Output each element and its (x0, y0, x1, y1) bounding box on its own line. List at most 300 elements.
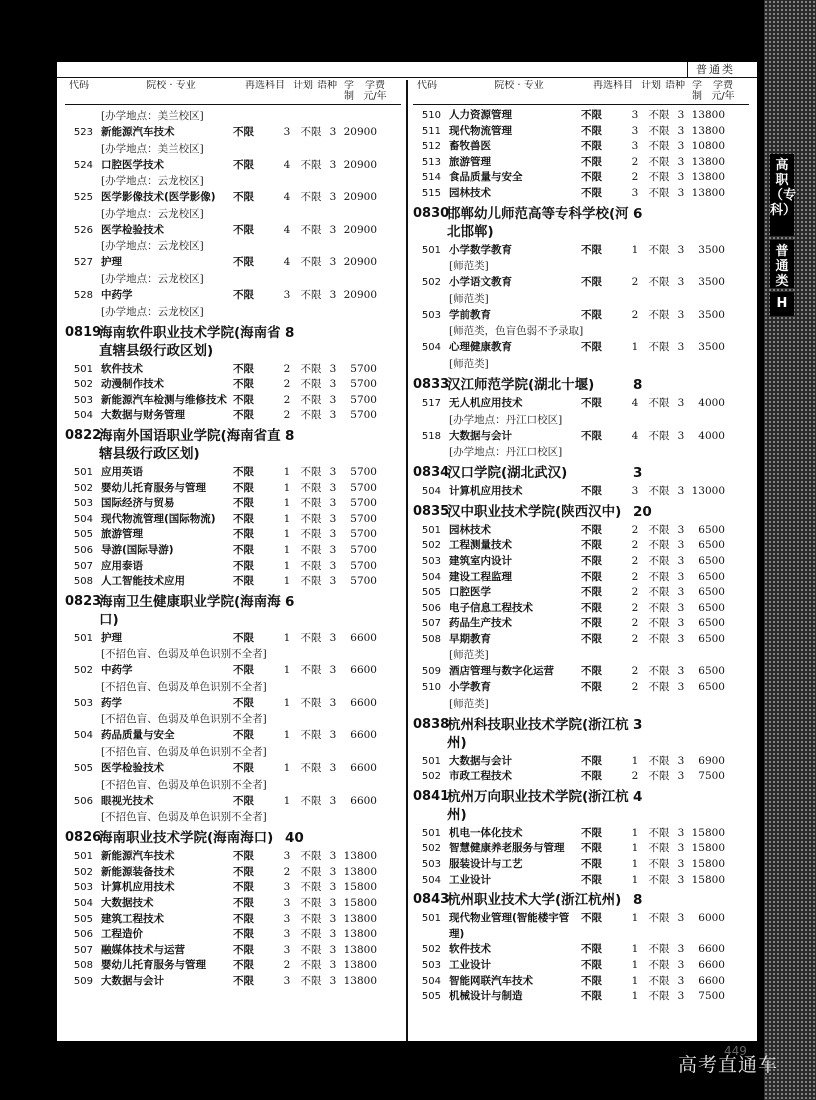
language-requirement: 不限 (648, 429, 670, 442)
subject-requirement: 不限 (233, 881, 254, 894)
subject-requirement: 不限 (233, 126, 254, 138)
plan-count: 1 (631, 990, 639, 1003)
major-code: 502 (421, 843, 441, 855)
tuition-fee: 10800 (691, 140, 725, 153)
major-code: 501 (421, 913, 441, 925)
subject-requirement: 不限 (581, 601, 602, 614)
duration-years: 3 (677, 140, 685, 153)
subject-requirement: 不限 (581, 754, 602, 767)
major-code: 506 (73, 795, 93, 807)
major-code: 501 (73, 632, 93, 644)
subject-requirement: 不限 (581, 171, 602, 184)
language-requirement: 不限 (300, 158, 322, 171)
language-requirement: 不限 (648, 873, 670, 886)
subject-requirement: 不限 (581, 276, 602, 289)
tuition-fee: 13800 (343, 928, 377, 941)
subject-requirement: 不限 (581, 523, 602, 536)
school-heading (65, 593, 401, 629)
major-code: 503 (421, 555, 441, 567)
plan-count: 2 (631, 632, 639, 645)
tuition-fee: 6600 (350, 762, 377, 775)
tuition-fee: 13800 (343, 865, 377, 878)
major-code: 504 (421, 975, 441, 987)
school-plan-total: 40 (285, 830, 304, 847)
language-requirement: 不限 (300, 631, 322, 644)
language-requirement: 不限 (300, 794, 322, 807)
language-requirement: 不限 (300, 664, 322, 677)
major-name: 现代物业管理(智能楼宇管理) (449, 912, 570, 940)
plan-count: 4 (631, 396, 639, 409)
plan-count: 2 (631, 276, 639, 289)
duration-years: 3 (329, 481, 337, 494)
tuition-fee: 6600 (698, 959, 725, 971)
major-note: [不招色盲、色弱及单色识别不全者] (101, 746, 267, 759)
table-row (65, 631, 401, 647)
duration-years: 3 (329, 631, 337, 644)
language-requirement: 不限 (648, 842, 670, 855)
plan-count: 1 (283, 543, 291, 556)
major-name: 机电一体化技术 (449, 826, 523, 839)
sidebar-tab-vocational: 高职（专科） (770, 154, 794, 236)
table-row (413, 308, 749, 324)
tuition-fee: 4000 (698, 429, 725, 442)
plan-count: 2 (283, 865, 291, 878)
major-code: 515 (421, 187, 441, 199)
subject-requirement: 不限 (233, 288, 254, 301)
duration-years: 3 (329, 512, 337, 525)
major-name: 现代物流管理(国际物流) (101, 512, 216, 525)
school-plan-total: 4 (633, 788, 643, 805)
language-requirement: 不限 (648, 155, 670, 168)
tuition-fee: 5700 (350, 543, 377, 556)
duration-years: 3 (677, 124, 685, 137)
major-code: 512 (421, 141, 441, 153)
major-name: 中药学 (101, 664, 133, 677)
major-code: 506 (73, 544, 93, 556)
table-row (65, 794, 401, 810)
school-name: 汉口学院(湖北武汉) (447, 465, 568, 482)
table-row (65, 865, 401, 881)
header-duration: 学 制 (344, 80, 354, 102)
header-school-major: 院校 · 专业 (146, 80, 196, 91)
duration-years: 3 (329, 191, 337, 204)
duration-years: 3 (677, 341, 685, 354)
table-row (413, 754, 749, 770)
table-row (413, 911, 749, 942)
subject-requirement: 不限 (233, 696, 254, 709)
major-name: 护理 (101, 631, 122, 644)
tuition-fee: 6500 (698, 570, 725, 583)
plan-count: 3 (631, 109, 639, 121)
tuition-fee: 5700 (350, 378, 377, 391)
duration-years: 3 (677, 617, 685, 630)
plan-count: 1 (283, 528, 291, 541)
table-row (65, 190, 401, 206)
duration-years: 3 (677, 570, 685, 583)
table-row (413, 826, 749, 842)
major-code: 501 (73, 851, 93, 863)
tuition-fee: 6500 (698, 681, 725, 694)
major-note: [师范类，色盲色弱不予录取] (449, 325, 584, 338)
major-name: 新能源装备技术 (101, 865, 175, 878)
tuition-fee: 5700 (350, 409, 377, 422)
plan-count: 3 (283, 975, 291, 987)
major-note: [办学地点：云龙校区] (101, 272, 204, 285)
school-code: 0843 (413, 892, 450, 908)
plan-count: 2 (631, 155, 639, 168)
school-code: 0823 (65, 593, 102, 609)
table-row (65, 927, 401, 943)
major-name: 医学检验技术 (101, 223, 164, 236)
plan-count: 2 (283, 959, 291, 972)
major-note: [办学地点：美兰校区] (101, 142, 204, 155)
subject-requirement: 不限 (581, 243, 602, 256)
major-name: 应用英语 (101, 465, 143, 478)
subject-requirement: 不限 (233, 378, 254, 391)
table-row (413, 170, 749, 186)
plan-count: 4 (631, 429, 639, 442)
plan-count: 2 (631, 586, 639, 599)
subject-requirement: 不限 (581, 974, 602, 987)
table-row (413, 857, 749, 873)
table-row (413, 632, 749, 648)
subject-requirement: 不限 (581, 341, 602, 354)
plan-count: 1 (283, 794, 291, 807)
plan-count: 1 (283, 559, 291, 572)
plan-count: 3 (283, 126, 291, 138)
major-name: 软件技术 (101, 362, 143, 375)
section-sidebar (764, 0, 816, 1100)
subject-requirement: 不限 (233, 223, 254, 236)
language-requirement: 不限 (300, 850, 322, 863)
table-row (65, 849, 401, 865)
major-name: 大数据与会计 (101, 975, 164, 987)
header-school-major: 院校 · 专业 (494, 80, 544, 91)
major-name: 机械设计与制造 (449, 990, 523, 1003)
duration-years: 3 (677, 770, 685, 783)
tuition-fee: 15800 (343, 897, 377, 910)
duration-years: 3 (329, 850, 337, 863)
school-heading (65, 324, 401, 360)
table-row (65, 496, 401, 512)
tuition-fee: 6600 (350, 729, 377, 742)
school-heading (413, 716, 749, 752)
major-name: 心理健康教育 (449, 341, 512, 354)
language-requirement: 不限 (300, 559, 322, 572)
plan-count: 4 (283, 256, 291, 269)
tuition-fee: 20900 (343, 256, 377, 269)
duration-years: 3 (329, 729, 337, 742)
school-heading (413, 464, 749, 482)
duration-years: 3 (677, 601, 685, 614)
major-code: 504 (421, 571, 441, 583)
major-code: 501 (73, 363, 93, 375)
plan-count: 1 (283, 729, 291, 742)
header-fee: 学费 元/年 (363, 80, 387, 102)
major-code: 524 (73, 159, 93, 171)
duration-years: 3 (329, 158, 337, 171)
major-code: 502 (73, 866, 93, 878)
major-note: [师范类] (449, 649, 489, 662)
tuition-fee: 5700 (350, 528, 377, 541)
header-duration: 学 制 (692, 80, 702, 102)
duration-years: 3 (677, 586, 685, 599)
major-code: 501 (421, 524, 441, 536)
school-plan-total: 8 (633, 892, 643, 909)
language-requirement: 不限 (648, 974, 670, 987)
duration-years: 3 (677, 539, 685, 552)
tuition-fee: 5700 (350, 497, 377, 510)
duration-years: 3 (677, 959, 685, 971)
duration-years: 3 (329, 288, 337, 301)
tuition-fee: 6600 (350, 696, 377, 709)
major-note: [办学地点：美兰校区] (101, 110, 204, 122)
school-code: 0838 (413, 716, 450, 732)
major-name: 建筑室内设计 (449, 554, 512, 567)
plan-count: 2 (283, 393, 291, 406)
subject-requirement: 不限 (233, 959, 254, 972)
header-code: 代码 (417, 80, 437, 91)
table-row (65, 974, 401, 990)
table-row (413, 275, 749, 291)
subject-requirement: 不限 (581, 681, 602, 694)
school-name: 海南软件职业技术学院(海南省直辖县级行政区划) (99, 324, 281, 359)
duration-years: 3 (329, 912, 337, 925)
plan-count: 1 (283, 481, 291, 494)
table-row (413, 680, 749, 696)
catalog-page (57, 62, 757, 1041)
major-code: 505 (421, 991, 441, 1003)
major-name: 新能源汽车技术 (101, 850, 175, 863)
subject-requirement: 不限 (233, 762, 254, 775)
table-row (65, 377, 401, 393)
school-code: 0826 (65, 830, 102, 846)
table-row (65, 362, 401, 378)
subject-requirement: 不限 (581, 826, 602, 839)
tuition-fee: 13800 (343, 975, 377, 987)
subject-requirement: 不限 (233, 850, 254, 863)
tuition-fee: 6500 (698, 617, 725, 630)
duration-years: 3 (329, 794, 337, 807)
major-note: [办学地点：云龙校区] (101, 175, 204, 188)
major-code: 504 (73, 410, 93, 422)
language-requirement: 不限 (300, 575, 322, 588)
tuition-fee: 6600 (698, 943, 725, 956)
subject-requirement: 不限 (233, 362, 254, 375)
plan-count: 1 (631, 943, 639, 956)
header-plan: 计划 (641, 80, 661, 91)
major-code: 502 (73, 379, 93, 391)
table-row (65, 255, 401, 271)
language-requirement: 不限 (648, 539, 670, 552)
duration-years: 3 (677, 554, 685, 567)
duration-years: 3 (677, 171, 685, 184)
tuition-fee: 20900 (343, 223, 377, 236)
subject-requirement: 不限 (581, 632, 602, 645)
subject-requirement: 不限 (581, 539, 602, 552)
school-heading (413, 503, 749, 521)
plan-count: 1 (631, 842, 639, 855)
major-name: 婴幼儿托育服务与管理 (101, 959, 206, 972)
school-heading (65, 829, 401, 847)
table-row (413, 523, 749, 539)
major-name: 旅游管理 (449, 155, 491, 168)
table-row (413, 243, 749, 259)
language-requirement: 不限 (300, 191, 322, 204)
table-row (413, 484, 749, 500)
major-code: 503 (73, 394, 93, 406)
major-name: 酒店管理与数字化运营 (449, 665, 554, 678)
table-row (65, 943, 401, 959)
tuition-fee: 6500 (698, 523, 725, 536)
plan-count: 1 (283, 497, 291, 510)
school-plan-total: 6 (633, 205, 643, 222)
right-column (413, 80, 749, 1041)
major-code: 506 (421, 602, 441, 614)
school-heading (413, 205, 749, 241)
school-code: 0834 (413, 465, 450, 481)
subject-requirement: 不限 (581, 990, 602, 1003)
major-name: 药品生产技术 (449, 617, 512, 630)
duration-years: 3 (329, 865, 337, 878)
tuition-fee: 13800 (343, 912, 377, 925)
major-code: 508 (73, 576, 93, 588)
duration-years: 3 (677, 632, 685, 645)
table-row (413, 396, 749, 412)
table-row (65, 158, 401, 174)
language-requirement: 不限 (300, 378, 322, 391)
major-name: 中药学 (101, 288, 133, 301)
table-row (413, 155, 749, 171)
major-name: 园林技术 (449, 186, 491, 199)
major-note: [办学地点：云龙校区] (101, 207, 204, 220)
major-code: 504 (421, 874, 441, 886)
duration-years: 3 (677, 243, 685, 256)
plan-count: 2 (631, 554, 639, 567)
language-requirement: 不限 (648, 826, 670, 839)
major-code: 502 (73, 665, 93, 677)
duration-years: 3 (677, 842, 685, 855)
major-code: 502 (73, 482, 93, 494)
tuition-fee: 13800 (691, 124, 725, 137)
duration-years: 3 (677, 858, 685, 871)
tuition-fee: 5700 (350, 465, 377, 478)
language-requirement: 不限 (648, 617, 670, 630)
major-note: [师范类] (449, 357, 489, 370)
major-code: 507 (73, 944, 93, 956)
table-row (413, 585, 749, 601)
school-heading (65, 427, 401, 463)
tuition-fee: 6500 (698, 632, 725, 645)
subject-requirement: 不限 (233, 729, 254, 742)
language-requirement: 不限 (300, 465, 322, 478)
duration-years: 3 (329, 378, 337, 391)
tuition-fee: 4000 (698, 396, 725, 409)
tuition-fee: 20900 (343, 191, 377, 204)
major-code: 523 (73, 127, 93, 138)
plan-count: 3 (283, 943, 291, 956)
subject-requirement: 不限 (233, 512, 254, 525)
tuition-fee: 5700 (350, 575, 377, 588)
tuition-fee: 5700 (350, 393, 377, 406)
major-name: 大数据与会计 (449, 429, 512, 442)
plan-count: 4 (283, 223, 291, 236)
school-name: 海南外国语职业学院(海南省直辖县级行政区划) (99, 427, 281, 462)
table-row (65, 728, 401, 744)
header-language: 语种 (317, 80, 337, 91)
table-row (65, 663, 401, 679)
table-row (65, 574, 401, 590)
tuition-fee: 6600 (350, 631, 377, 644)
major-note: [师范类] (449, 260, 489, 273)
major-code: 503 (421, 859, 441, 871)
duration-years: 3 (329, 959, 337, 972)
subject-requirement: 不限 (581, 858, 602, 871)
table-row (413, 841, 749, 857)
table-row (65, 223, 401, 239)
school-plan-total: 8 (285, 324, 295, 341)
language-requirement: 不限 (300, 943, 322, 956)
tuition-fee: 6500 (698, 601, 725, 614)
major-name: 小学数学教育 (449, 243, 512, 256)
major-code: 502 (421, 540, 441, 552)
major-code: 503 (73, 697, 93, 709)
tuition-fee: 6000 (698, 912, 725, 925)
major-code: 501 (421, 827, 441, 839)
school-code: 0835 (413, 503, 450, 519)
duration-years: 3 (329, 664, 337, 677)
language-requirement: 不限 (648, 171, 670, 184)
duration-years: 3 (329, 393, 337, 406)
plan-count: 3 (283, 288, 291, 301)
language-requirement: 不限 (648, 943, 670, 956)
duration-years: 3 (677, 681, 685, 694)
major-name: 大数据与会计 (449, 754, 512, 767)
major-name: 食品质量与安全 (449, 171, 523, 184)
major-code: 509 (73, 976, 93, 987)
language-requirement: 不限 (300, 288, 322, 301)
table-row (413, 429, 749, 445)
page-header-bar (57, 62, 757, 78)
subject-requirement: 不限 (233, 928, 254, 941)
major-code: 508 (421, 633, 441, 645)
major-name: 应用泰语 (101, 559, 143, 572)
plan-count: 2 (631, 681, 639, 694)
plan-count: 3 (283, 881, 291, 894)
duration-years: 3 (677, 912, 685, 925)
plan-count: 4 (283, 158, 291, 171)
tuition-fee: 15800 (691, 842, 725, 855)
language-requirement: 不限 (648, 124, 670, 137)
tuition-fee: 15800 (691, 858, 725, 871)
major-code: 508 (73, 960, 93, 972)
major-name: 建筑工程技术 (101, 912, 164, 925)
subject-requirement: 不限 (581, 140, 602, 153)
table-row (413, 340, 749, 356)
major-code: 527 (73, 257, 93, 269)
plan-count: 1 (631, 858, 639, 871)
table-row (413, 108, 749, 124)
school-code: 0841 (413, 788, 450, 804)
header-subjects: 再选科目 (593, 80, 633, 91)
subject-requirement: 不限 (233, 393, 254, 406)
plan-count: 1 (631, 826, 639, 839)
major-note: [办学地点：丹江口校区] (449, 446, 563, 459)
watermark: 高考直通车 (678, 1054, 779, 1076)
duration-years: 3 (677, 276, 685, 289)
plan-count: 1 (283, 512, 291, 525)
subject-requirement: 不限 (233, 465, 254, 478)
